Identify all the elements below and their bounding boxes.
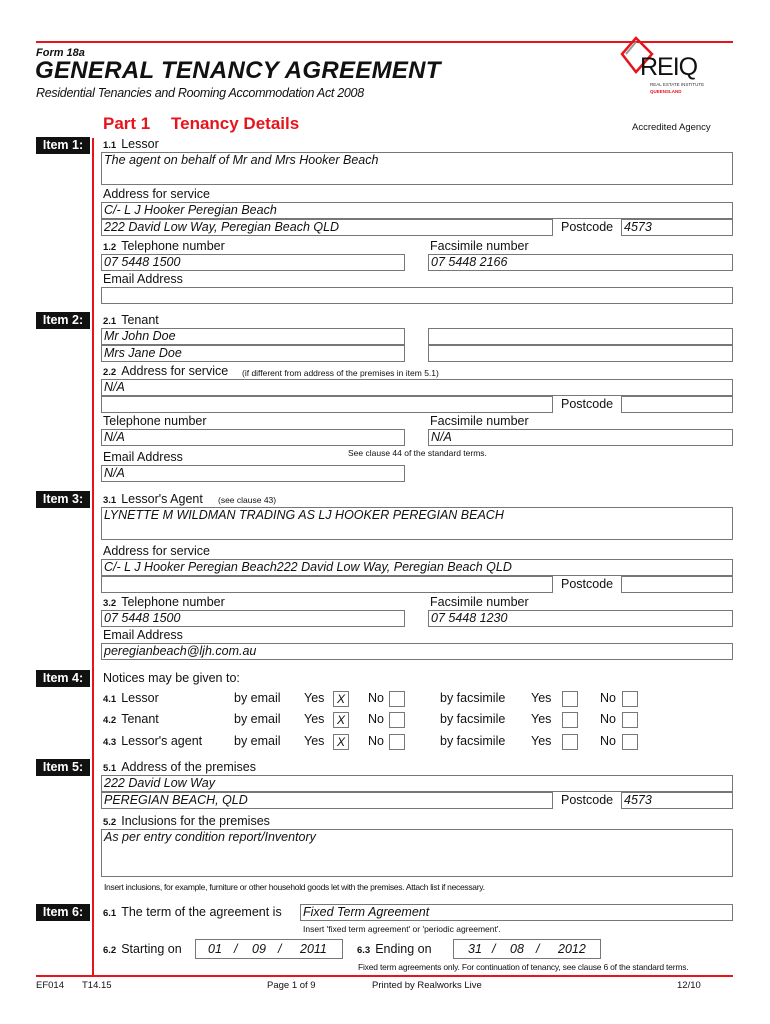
no-label: No — [368, 691, 384, 705]
telephone-label: Telephone number — [103, 414, 207, 428]
fax-label: Facsimile number — [430, 414, 529, 428]
fax-label: Facsimile number — [430, 239, 529, 253]
agent-note: (see clause 43) — [218, 495, 277, 505]
footer-version: T14.15 — [82, 980, 112, 991]
premises-address-line1[interactable]: 222 David Low Way — [101, 775, 733, 792]
postcode-label: Postcode — [561, 220, 614, 234]
address-label: Address for service — [121, 364, 229, 378]
tenant-postcode[interactable] — [621, 396, 733, 413]
tenant-1-field[interactable]: Mr John Doe — [101, 328, 405, 345]
premises-label: Address of the premises — [121, 760, 257, 774]
email-label: Email Address — [103, 450, 183, 464]
document-title: GENERAL TENANCY AGREEMENT — [35, 57, 441, 84]
footer-code: EF014 — [36, 980, 64, 991]
bottom-rule — [36, 975, 733, 977]
accredited-agency: Accredited Agency — [632, 122, 711, 133]
agent-email[interactable]: peregianbeach@ljh.com.au — [101, 643, 733, 660]
tenant-label: Tenant — [121, 313, 159, 327]
logo-sub1: REAL ESTATE INSTITUTE — [650, 82, 705, 87]
notice-party-label: Lessor's agent — [121, 734, 203, 748]
date-separator: / — [234, 942, 238, 956]
address-label: Address for service — [103, 544, 210, 558]
premises-postcode[interactable]: 4573 — [621, 792, 733, 809]
start-label: Starting on — [121, 942, 182, 956]
by-email-label: by email — [234, 712, 281, 726]
margin-rule — [92, 138, 94, 976]
yes-label: Yes — [531, 712, 552, 726]
lessor-address-line1[interactable]: C/- L J Hooker Peregian Beach — [101, 202, 733, 219]
yes-label: Yes — [531, 691, 552, 705]
lessor-postcode[interactable]: 4573 — [621, 219, 733, 236]
section-number: 6.2 — [103, 945, 117, 956]
email-no-checkbox[interactable] — [389, 691, 405, 707]
no-label: No — [600, 712, 616, 726]
footer-page: Page 1 of 9 — [267, 980, 316, 991]
by-email-label: by email — [234, 734, 281, 748]
by-email-label: by email — [234, 691, 281, 705]
fax-yes-checkbox[interactable] — [562, 691, 578, 707]
tenant-fax[interactable]: N/A — [428, 429, 733, 446]
address-label: Address for service — [103, 187, 210, 201]
section-number: 6.3 — [357, 945, 371, 956]
by-fax-label: by facsimile — [440, 712, 506, 726]
email-yes-checkbox[interactable]: X — [333, 712, 349, 728]
term-label: The term of the agreement is — [121, 905, 282, 919]
by-fax-label: by facsimile — [440, 734, 506, 748]
lessor-label: Lessor — [121, 137, 159, 151]
item-5-tag: Item 5: — [36, 759, 90, 776]
section-number: 6.1 — [103, 908, 117, 919]
end-day: 31 — [468, 942, 482, 956]
lessor-address-line2[interactable]: 222 David Low Way, Peregian Beach QLD — [101, 219, 553, 236]
email-no-checkbox[interactable] — [389, 712, 405, 728]
end-note: Fixed term agreements only. For continuation of tenancy, see clause 6 of the standard terms. — [358, 962, 689, 972]
logo-text: REIQ — [640, 53, 698, 81]
fax-yes-checkbox[interactable] — [562, 734, 578, 750]
tenant-4-field[interactable] — [428, 345, 733, 362]
section-number: 1.2 — [103, 242, 117, 253]
fax-no-checkbox[interactable] — [622, 712, 638, 728]
postcode-label: Postcode — [561, 577, 614, 591]
agent-postcode[interactable] — [621, 576, 733, 593]
item-4-tag: Item 4: — [36, 670, 90, 687]
postcode-label: Postcode — [561, 793, 614, 807]
section-number: 4.3 — [103, 737, 117, 748]
agent-address-line2[interactable] — [101, 576, 553, 593]
notice-party — [103, 692, 159, 706]
inclusions-note: Insert inclusions, for example, furniture or other household goods let with the premises. Attach list if necessary. — [104, 882, 485, 892]
email-no-checkbox[interactable] — [389, 734, 405, 750]
tenant-2-field[interactable]: Mrs Jane Doe — [101, 345, 405, 362]
end-label: Ending on — [375, 942, 432, 956]
no-label: No — [600, 691, 616, 705]
tenant-address-line1[interactable]: N/A — [101, 379, 733, 396]
item-2-tag: Item 2: — [36, 312, 90, 329]
lessor-fax[interactable]: 07 5448 2166 — [428, 254, 733, 271]
fax-label: Facsimile number — [430, 595, 529, 609]
start-year: 2011 — [300, 942, 327, 956]
lessor-telephone[interactable]: 07 5448 1500 — [101, 254, 405, 271]
term-field[interactable]: Fixed Term Agreement — [300, 904, 733, 921]
start-month: 09 — [252, 942, 266, 956]
notices-intro: Notices may be given to: — [103, 671, 240, 685]
agent-fax[interactable]: 07 5448 1230 — [428, 610, 733, 627]
telephone-label: Telephone number — [121, 595, 225, 609]
agent-address-line1[interactable]: C/- L J Hooker Peregian Beach222 David Low Way, Peregian Beach QLD — [101, 559, 733, 576]
document-subtitle: Residential Tenancies and Rooming Accommodation Act 2008 — [36, 86, 364, 100]
inclusions-label: Inclusions for the premises — [121, 814, 270, 828]
no-label: No — [600, 734, 616, 748]
part-title: Tenancy Details — [171, 114, 300, 133]
postcode-label: Postcode — [561, 397, 614, 411]
section-number: 4.2 — [103, 715, 117, 726]
section-number: 4.1 — [103, 694, 117, 705]
date-separator: / — [492, 942, 496, 956]
form-number: Form 18a — [36, 47, 85, 59]
tenant-email[interactable]: N/A — [101, 465, 405, 482]
section-number: 1.1 — [103, 140, 117, 151]
term-note: Insert 'fixed term agreement' or 'periodic agreement'. — [303, 924, 501, 934]
address-note: (if different from address of the premises in item 5.1) — [242, 368, 439, 378]
premises-address-line2[interactable]: PEREGIAN BEACH, QLD — [101, 792, 553, 809]
item-6-tag: Item 6: — [36, 904, 90, 921]
start-day: 01 — [208, 942, 222, 956]
inclusions-field[interactable]: As per entry condition report/Inventory — [101, 829, 733, 877]
telephone-label: Telephone number — [121, 239, 225, 253]
fax-no-checkbox[interactable] — [622, 691, 638, 707]
notice-party-label: Tenant — [121, 712, 159, 726]
start-date-field[interactable] — [195, 939, 343, 959]
footer-printed: Printed by Realworks Live — [372, 980, 482, 991]
notice-party-label: Lessor — [121, 691, 159, 705]
agent-telephone[interactable]: 07 5448 1500 — [101, 610, 405, 627]
yes-label: Yes — [531, 734, 552, 748]
fax-no-checkbox[interactable] — [622, 734, 638, 750]
tenant-telephone[interactable]: N/A — [101, 429, 405, 446]
footer-date: 12/10 — [677, 980, 701, 991]
date-separator: / — [536, 942, 540, 956]
agent-label: Lessor's Agent — [121, 492, 203, 506]
notice-party — [103, 713, 159, 727]
reiq-logo — [612, 36, 705, 100]
notice-party — [103, 735, 202, 749]
section-number: 2.2 — [103, 367, 117, 378]
section-number: 2.1 — [103, 316, 117, 327]
tenant-address-line2[interactable] — [101, 396, 553, 413]
yes-label: Yes — [304, 712, 325, 726]
item-3-tag: Item 3: — [36, 491, 90, 508]
section-number: 5.2 — [103, 817, 117, 828]
fax-yes-checkbox[interactable] — [562, 712, 578, 728]
email-yes-checkbox[interactable]: X — [333, 734, 349, 750]
no-label: No — [368, 734, 384, 748]
email-yes-checkbox[interactable]: X — [333, 691, 349, 707]
clause-note: See clause 44 of the standard terms. — [348, 448, 487, 458]
section-number: 3.1 — [103, 495, 117, 506]
by-fax-label: by facsimile — [440, 691, 506, 705]
end-month: 08 — [510, 942, 524, 956]
section-number: 3.2 — [103, 598, 117, 609]
yes-label: Yes — [304, 734, 325, 748]
section-number: 5.1 — [103, 763, 117, 774]
date-separator: / — [278, 942, 282, 956]
email-label: Email Address — [103, 272, 183, 286]
logo-sub2: QUEENSLAND — [650, 89, 682, 94]
lessor-field[interactable]: The agent on behalf of Mr and Mrs Hooker Beach — [101, 152, 733, 185]
email-label: Email Address — [103, 628, 183, 642]
end-date-field[interactable] — [453, 939, 601, 959]
agent-field[interactable]: LYNETTE M WILDMAN TRADING AS LJ HOOKER PEREGIAN BEACH — [101, 507, 733, 540]
part-number: Part 1 — [103, 114, 151, 133]
end-year: 2012 — [558, 942, 586, 956]
yes-label: Yes — [304, 691, 325, 705]
item-1-tag: Item 1: — [36, 137, 90, 154]
lessor-email[interactable] — [101, 287, 733, 304]
tenant-3-field[interactable] — [428, 328, 733, 345]
no-label: No — [368, 712, 384, 726]
